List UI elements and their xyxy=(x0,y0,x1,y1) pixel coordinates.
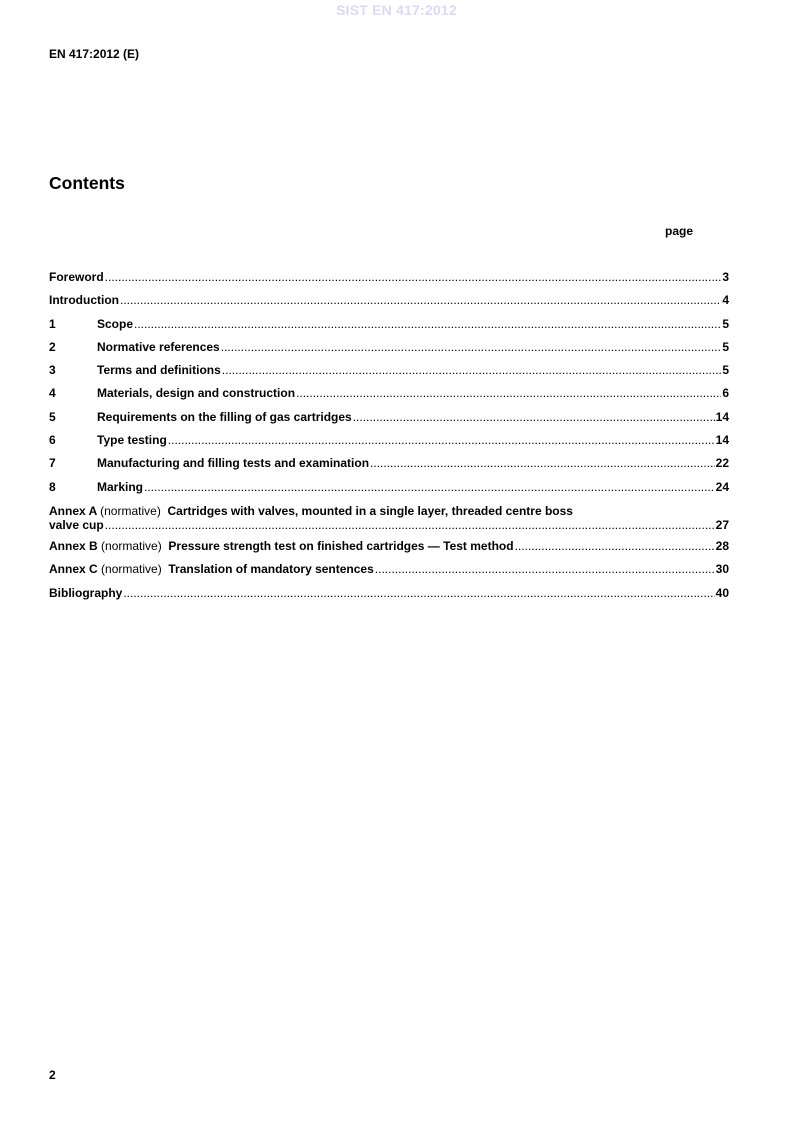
toc-entry-page: 6 xyxy=(722,386,729,401)
annex-title: Translation of mandatory sentences xyxy=(168,562,374,577)
toc-entry-page: 30 xyxy=(715,562,729,577)
watermark: SIST EN 417:2012 xyxy=(336,2,457,18)
toc-entry-normative-references[interactable] xyxy=(49,340,729,363)
toc-entry-manufacturing-tests[interactable] xyxy=(49,456,729,479)
toc-entry-title: Type testing xyxy=(97,433,167,448)
annex-label: Annex B xyxy=(49,538,98,553)
dot-leader xyxy=(375,562,715,576)
toc-entry-bibliography[interactable] xyxy=(49,586,729,609)
toc-entry-title: Normative references xyxy=(97,339,220,354)
toc-entry-title: Materials, design and construction xyxy=(97,386,296,401)
toc-entry-annex-b[interactable] xyxy=(49,539,729,562)
toc-entry-number: 4 xyxy=(49,386,56,401)
dot-leader xyxy=(168,433,715,447)
annex-heading xyxy=(49,539,514,553)
toc-entry-number: 3 xyxy=(49,363,56,378)
annex-heading xyxy=(49,562,374,576)
toc-entry-number: 5 xyxy=(49,409,56,424)
toc-entry-page: 28 xyxy=(715,538,729,553)
annex-continuation-line xyxy=(49,518,729,535)
toc-entry-title: Scope xyxy=(97,316,134,331)
toc-entry-title: Terms and definitions xyxy=(97,363,221,378)
dot-leader xyxy=(123,586,714,600)
toc-entry-number: 7 xyxy=(49,456,56,471)
toc-entry-page: 22 xyxy=(715,456,729,471)
document-id: EN 417:2012 (E) xyxy=(49,47,140,61)
table-of-contents xyxy=(49,270,729,609)
toc-entry-scope[interactable] xyxy=(49,317,729,340)
toc-entry-number: 1 xyxy=(49,316,56,331)
toc-entry-terms-definitions[interactable] xyxy=(49,363,729,386)
toc-entry-marking[interactable] xyxy=(49,480,729,503)
toc-entry-number: 2 xyxy=(49,339,56,354)
toc-entry-page: 4 xyxy=(722,293,729,308)
toc-entry-page: 14 xyxy=(715,409,729,424)
dot-leader xyxy=(144,480,715,494)
page-column-label: page xyxy=(665,224,694,238)
dot-leader xyxy=(515,539,715,553)
annex-label: Annex C xyxy=(49,562,98,577)
toc-entry-annex-a[interactable] xyxy=(49,503,729,539)
dot-leader xyxy=(221,340,722,354)
toc-entry-number: 8 xyxy=(49,479,56,494)
dot-leader xyxy=(222,363,722,377)
toc-entry-materials[interactable] xyxy=(49,386,729,409)
toc-entry-page: 14 xyxy=(715,433,729,448)
annex-title-continuation: valve cup xyxy=(49,517,104,532)
annex-heading-line xyxy=(49,505,729,518)
toc-entry-page: 40 xyxy=(715,585,729,600)
toc-entry-page: 3 xyxy=(722,270,729,284)
dot-leader xyxy=(353,410,715,424)
toc-entry-annex-c[interactable] xyxy=(49,562,729,585)
toc-entry-title: Introduction xyxy=(49,293,119,308)
dot-leader xyxy=(105,518,715,532)
toc-entry-filling-requirements[interactable] xyxy=(49,410,729,433)
page-title: Contents xyxy=(49,173,125,193)
annex-label: Annex A xyxy=(49,503,97,518)
toc-entry-page: 27 xyxy=(715,517,729,532)
annex-title: Cartridges with valves, mounted in a single layer, threaded centre boss xyxy=(167,503,573,518)
toc-entry-title: Requirements on the filling of gas cartridges xyxy=(97,409,352,424)
toc-entry-type-testing[interactable] xyxy=(49,433,729,456)
dot-leader xyxy=(134,317,721,331)
toc-entry-foreword[interactable] xyxy=(49,270,729,293)
dot-leader xyxy=(370,456,715,470)
toc-entry-introduction[interactable] xyxy=(49,293,729,316)
toc-entry-title: Manufacturing and filling tests and examination xyxy=(97,456,370,471)
toc-entry-page: 5 xyxy=(722,316,729,331)
dot-leader xyxy=(105,270,722,284)
annex-status: (normative) xyxy=(101,562,162,577)
toc-entry-title: Foreword xyxy=(49,270,104,284)
toc-entry-page: 24 xyxy=(715,479,729,494)
annex-status: (normative) xyxy=(101,538,162,553)
annex-status: (normative) xyxy=(100,503,161,518)
dot-leader xyxy=(120,293,721,307)
annex-title: Pressure strength test on finished cartridges — Test method xyxy=(168,538,514,553)
toc-entry-title: Marking xyxy=(97,479,144,494)
toc-entry-number: 6 xyxy=(49,433,56,448)
dot-leader xyxy=(296,386,721,400)
toc-entry-page: 5 xyxy=(722,339,729,354)
page-number: 2 xyxy=(49,1068,56,1082)
toc-entry-page: 5 xyxy=(722,363,729,378)
toc-entry-title: Bibliography xyxy=(49,585,123,600)
